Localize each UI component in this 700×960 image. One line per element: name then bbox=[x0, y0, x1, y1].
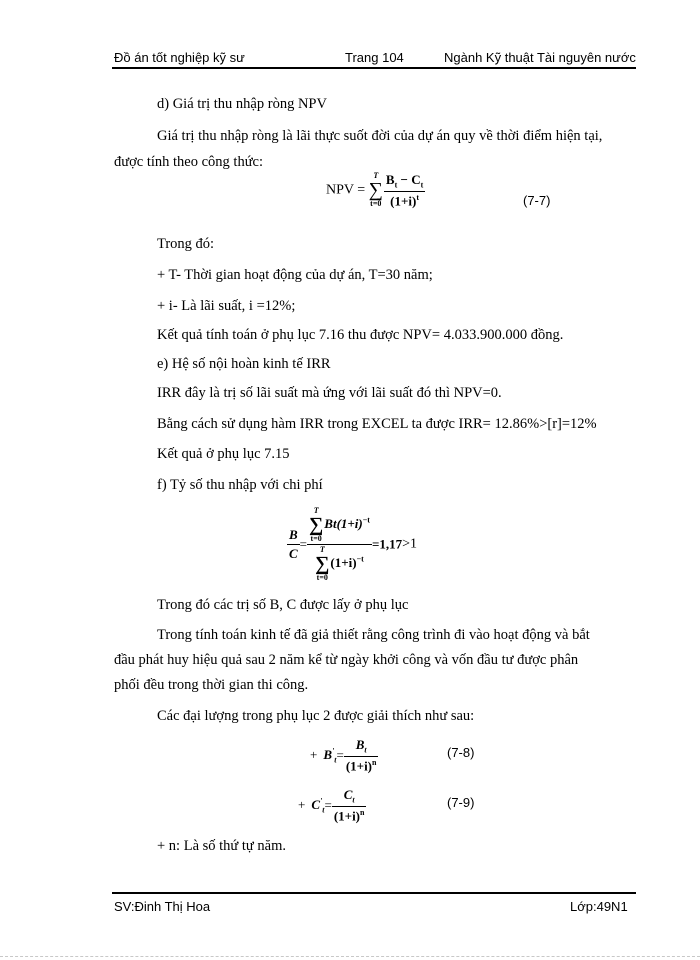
sum-lower-limit: t=0 bbox=[370, 199, 382, 209]
sum-upper-limit: T bbox=[373, 171, 379, 181]
header-right: Ngành Kỹ thuật Tài nguyên nước bbox=[444, 50, 636, 65]
page-bottom-edge bbox=[0, 956, 700, 957]
footer-left: SV:Đinh Thị Hoa bbox=[114, 899, 211, 914]
explain-line: Các đại lượng trong phụ lục 2 được giải thích như sau: bbox=[157, 708, 475, 724]
bc-upper-sum: T ∑ t=0 $Bt(1+i)^{-t}$ bbox=[309, 506, 370, 543]
summation-symbol bbox=[369, 172, 383, 208]
bc-heading: f) Tỷ số thu nhập với chi phí bbox=[157, 477, 323, 493]
npv-fraction bbox=[384, 172, 425, 209]
bc-fraction bbox=[287, 527, 300, 562]
footer-rule bbox=[112, 892, 636, 894]
irr-definition: IRR đây là trị số lãi suất mà ứng với lãi suất đó thì NPV=0. bbox=[157, 385, 502, 401]
npv-result: Kết quả tính toán ở phụ lục 7.16 thu được NPV= 4.033.900.000 đồng. bbox=[157, 327, 564, 343]
bc-formula bbox=[287, 507, 417, 582]
assumption-line-2: đầu phát huy hiệu quả sau 2 năm kể từ ngày khởi công và vốn đầu tư được phân bbox=[114, 652, 579, 668]
npv-paragraph-line-2: được tính theo công thức: bbox=[114, 154, 264, 170]
bullet-i: + i- Là lãi suất, i =12%; bbox=[157, 298, 296, 314]
npv-denominator: $(1+i)^t$ bbox=[390, 192, 420, 208]
bc-C: C bbox=[289, 546, 298, 561]
bc-big-fraction bbox=[307, 507, 372, 582]
equation-label-7-8: (7-8) bbox=[447, 745, 475, 760]
bullet-T: + T- Thời gian hoạt động của dự án, T=30 năm; bbox=[157, 267, 433, 283]
where-label-1: Trong đó: bbox=[157, 236, 215, 252]
irr-heading: e) Hệ số nội hoàn kinh tế IRR bbox=[157, 356, 331, 372]
irr-result: Kết quả ở phụ lục 7.15 bbox=[157, 446, 290, 462]
header-left: Đồ án tốt nghiệp kỹ sư bbox=[114, 50, 245, 65]
npv-numerator: $B_t - C_t$ bbox=[385, 172, 424, 190]
formula-7-8-fraction: $\frac{B_t}{(1+i)^n}$ bbox=[345, 737, 377, 773]
equation-label-7-9: (7-9) bbox=[447, 795, 475, 810]
sum-sign: ∑ bbox=[368, 179, 383, 202]
bc-B: B bbox=[287, 527, 300, 545]
bullet-n: + n: Là số thứ tự năm. bbox=[157, 838, 287, 854]
bc-lower-sum: T ∑ t=0 $(1+i)^{-t}$ bbox=[315, 545, 364, 582]
formula-7-9: + $C'_t=$ $\frac{C_t}{(1+i)^n}$ bbox=[298, 787, 365, 823]
npv-heading: d) Giá trị thu nhập ròng NPV bbox=[157, 96, 327, 112]
formula-7-8: + $B'_t=$ $\frac{B_t}{(1+i)^n}$ bbox=[310, 737, 377, 773]
bc-value: =1,17 bbox=[371, 536, 403, 552]
formula-7-9-fraction: $\frac{C_t}{(1+i)^n}$ bbox=[333, 787, 365, 823]
header-page-number: Trang 104 bbox=[345, 50, 404, 65]
assumption-line-1: Trong tính toán kinh tế đã giả thiết rằng công trình đi vào hoạt động và bắt bbox=[157, 627, 590, 643]
assumption-line-3: phối đều trong thời gian thi công. bbox=[114, 677, 309, 693]
equation-label-7-7: (7-7) bbox=[523, 193, 551, 208]
npv-formula bbox=[326, 172, 425, 209]
header-rule bbox=[112, 67, 636, 69]
where-bc: Trong đó các trị số B, C được lấy ở phụ lục bbox=[157, 597, 409, 613]
bc-compare: >1 bbox=[402, 536, 418, 552]
npv-formula-lhs: NPV = bbox=[326, 182, 366, 198]
irr-excel: Bằng cách sử dụng hàm IRR trong EXCEL ta được IRR= 12.86%>[r]=12% bbox=[157, 416, 597, 432]
npv-paragraph-line-1: Giá trị thu nhập ròng là lãi thực suốt đời của dự án quy về thời điểm hiện tại, bbox=[157, 128, 603, 144]
bc-equals: = bbox=[299, 536, 308, 552]
footer-right: Lớp:49N1 bbox=[570, 899, 628, 914]
